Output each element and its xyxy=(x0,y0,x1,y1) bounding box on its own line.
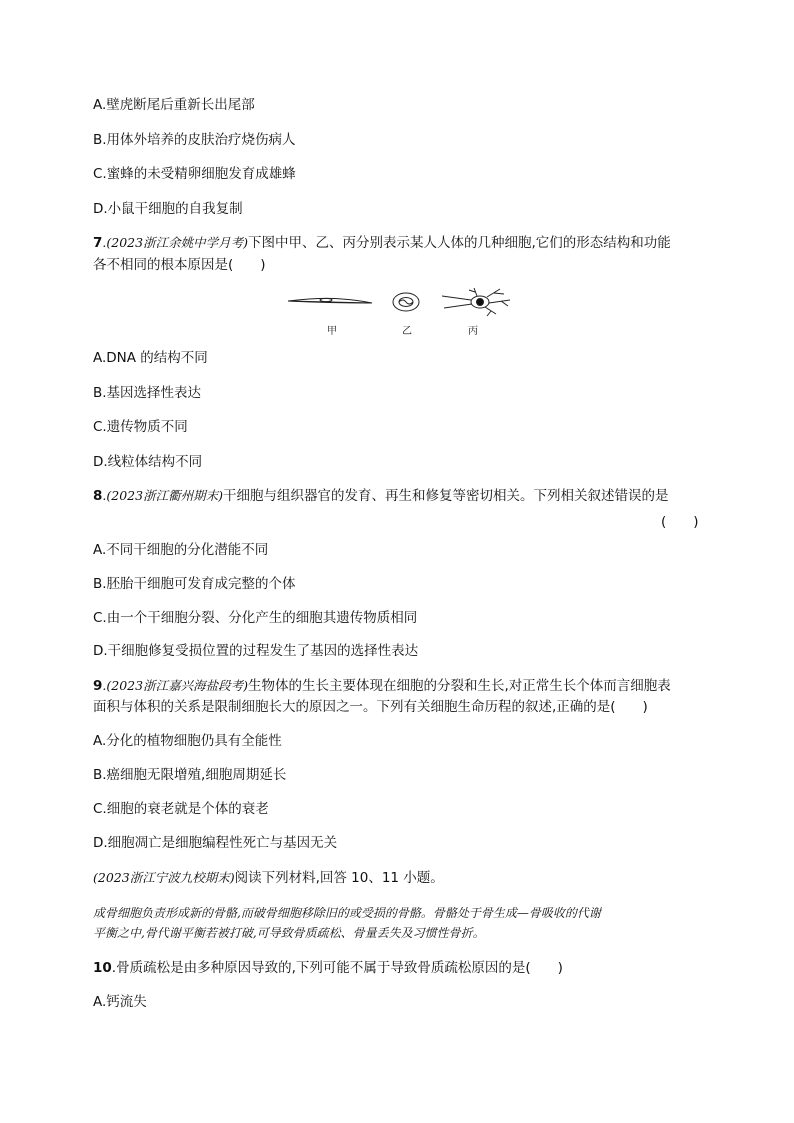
option-d: D.小鼠干细胞的自我复制 xyxy=(93,201,243,217)
q7-stem-line2: 各不相同的根本原因是( ) xyxy=(93,257,266,273)
neuron-drawing xyxy=(442,288,510,316)
q9-source: .(2023浙江嘉兴海盐段考) xyxy=(102,678,248,693)
red-blood-cell-drawing xyxy=(393,293,419,311)
q8-option-c: C.由一个干细胞分裂、分化产生的细胞其遗传物质相同 xyxy=(93,610,418,626)
shared-material-intro xyxy=(93,869,444,887)
option-c: C.蜜蜂的未受精卵细胞发育成雄蜂 xyxy=(93,166,296,182)
q8-stem-line1 xyxy=(93,487,668,505)
figure-label-yi: 乙 xyxy=(402,326,412,337)
q8-answer-bracket: ( ) xyxy=(661,514,699,530)
q8-source: .(2023浙江衢州期末) xyxy=(102,488,223,503)
q8-text: 干细胞与组织器官的发育、再生和修复等密切相关。下列相关叙述错误的是 xyxy=(222,488,669,504)
q9-option-d: D.细胞凋亡是细胞编程性死亡与基因无关 xyxy=(93,835,338,851)
q7-text: 下图中甲、乙、丙分别表示某人人体的几种细胞,它们的形态结构和功能 xyxy=(247,235,671,251)
option-a: A.壁虎断尾后重新长出尾部 xyxy=(93,97,255,113)
figure-label-jia: 甲 xyxy=(327,326,337,337)
q10-text: .骨质疏松是由多种原因导致的,下列可能不属于导致骨质疏松原因的是( ) xyxy=(111,960,563,976)
shared-source: (2023浙江宁波九校期末) xyxy=(93,870,235,885)
q7-number: 7 xyxy=(93,235,103,251)
q8-number: 8 xyxy=(93,488,103,504)
material-line2: 平衡之中,骨代谢平衡若被打破,可导致骨质疏松、骨量丢失及习惯性骨折。 xyxy=(93,926,485,940)
q8-option-b: B.胚胎干细胞可发育成完整的个体 xyxy=(93,576,296,592)
q9-number: 9 xyxy=(93,678,103,694)
q10-stem xyxy=(93,959,563,977)
q10-option-a: A.钙流失 xyxy=(93,994,147,1010)
q9-option-b: B.癌细胞无限增殖,细胞周期延长 xyxy=(93,767,287,783)
q7-option-c: C.遗传物质不同 xyxy=(93,419,188,435)
shared-intro-text: 阅读下列材料,回答 10、11 小题。 xyxy=(234,870,444,886)
q7-stem-line1 xyxy=(93,234,671,252)
q8-option-d: D.干细胞修复受损位置的过程发生了基因的选择性表达 xyxy=(93,643,419,659)
q7-option-d: D.线粒体结构不同 xyxy=(93,454,203,470)
q7-option-a: A.DNA 的结构不同 xyxy=(93,350,208,366)
q7-source: .(2023浙江余姚中学月考) xyxy=(102,235,248,250)
q9-text: 生物体的生长主要体现在细胞的分裂和生长,对正常生长个体而言细胞表 xyxy=(247,678,671,694)
q9-option-c: C.细胞的衰老就是个体的衰老 xyxy=(93,801,269,817)
option-b: B.用体外培养的皮肤治疗烧伤病人 xyxy=(93,132,296,148)
q9-stem-line2: 面积与体积的关系是限制细胞长大的原因之一。下列有关细胞生命历程的叙述,正确的是( ) xyxy=(93,699,648,715)
muscle-cell-drawing xyxy=(288,298,372,303)
q8-option-a: A.不同干细胞的分化潜能不同 xyxy=(93,542,269,558)
q7-option-b: B.基因选择性表达 xyxy=(93,385,202,401)
q10-number: 10 xyxy=(93,960,112,976)
material-line1: 成骨细胞负责形成新的骨骼,而破骨细胞移除旧的或受损的骨骼。骨骼处于骨生成—骨吸收的代谢 xyxy=(93,906,601,920)
q9-option-a: A.分化的植物细胞仍具有全能性 xyxy=(93,733,282,749)
q9-stem-line1 xyxy=(93,677,671,695)
figure-label-bing: 丙 xyxy=(468,326,478,337)
